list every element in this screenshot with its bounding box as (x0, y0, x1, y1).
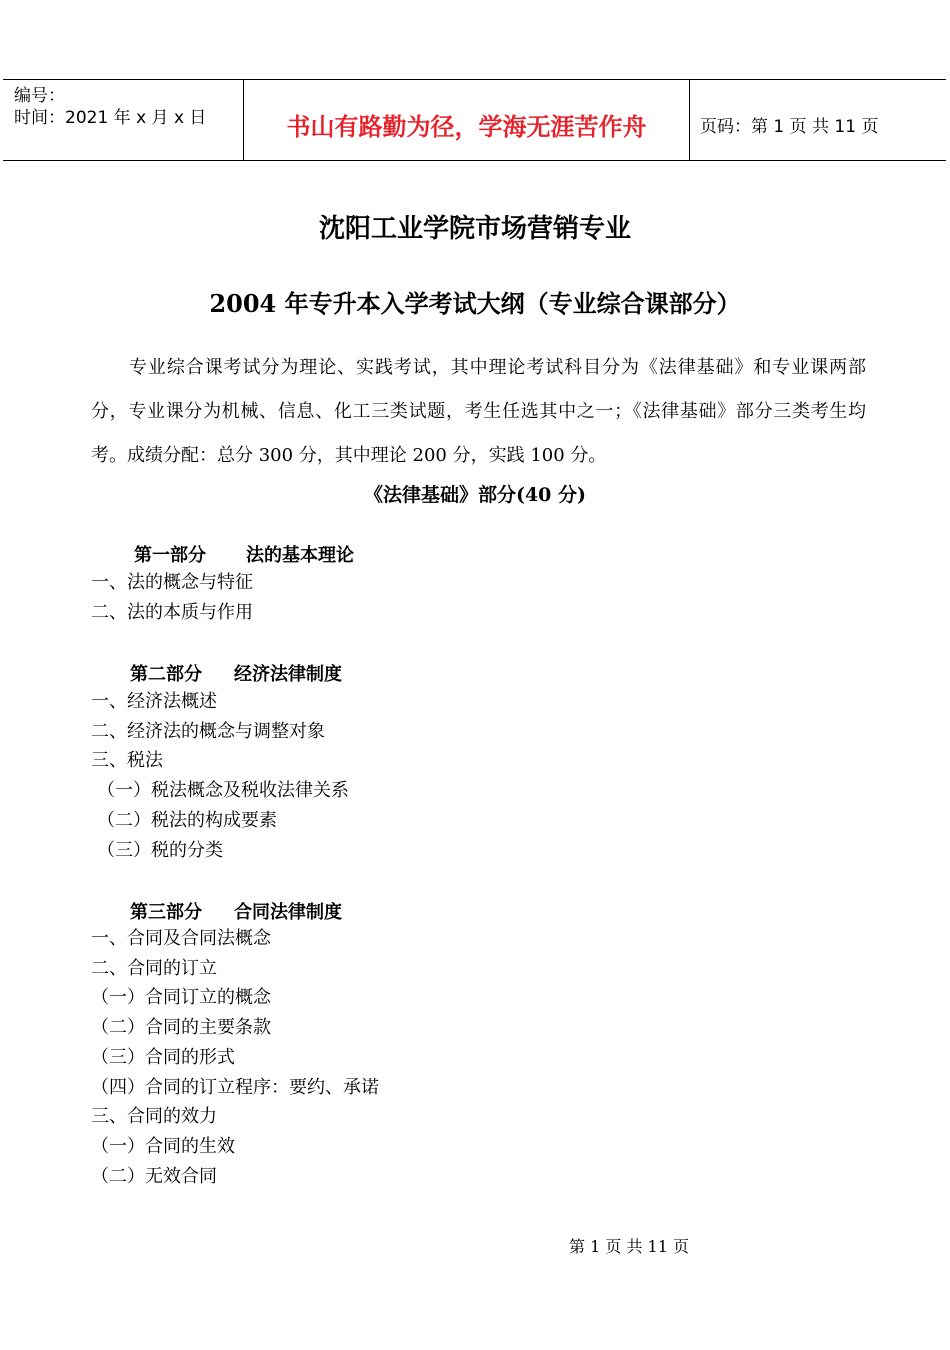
list-item: （一）税法概念及税收法律关系 (97, 780, 349, 802)
part-items (91, 687, 349, 865)
list-item: （四）合同的订立程序：要约、承诺 (91, 1076, 379, 1098)
document-subtitle: 2004 年专升本入学考试大纲（专业综合课部分） (209, 289, 741, 318)
list-item: 一、法的概念与特征 (91, 572, 253, 593)
list-item: 二、法的本质与作用 (91, 601, 253, 623)
time-label: 时间：2021 年 x 月 x 日 (14, 108, 207, 128)
header-motto: 书山有路勤为径，学海无涯苦作舟 (286, 113, 647, 141)
header-meta (14, 85, 244, 129)
list-item: 一、经济法概述 (91, 691, 217, 712)
section-title: 《法律基础》部分(40 分) (363, 484, 587, 506)
list-item: （一）合同订立的概念 (91, 987, 271, 1009)
part-items (91, 924, 379, 1191)
document-title: 沈阳工业学院市场营销专业 (318, 214, 631, 244)
part-label: 第一部分 (134, 545, 206, 566)
part-name: 法的基本理论 (246, 545, 354, 566)
list-item: 二、合同的订立 (91, 957, 217, 979)
part-heading (130, 660, 342, 686)
part-label: 第二部分 (130, 664, 202, 685)
part-name: 经济法律制度 (234, 664, 342, 685)
header-table (3, 79, 946, 161)
list-item: （二）无效合同 (91, 1165, 217, 1187)
list-item: （三）税的分类 (97, 839, 223, 861)
part-name: 合同法律制度 (234, 902, 342, 923)
header-divider (689, 80, 690, 160)
list-item: （二）税法的构成要素 (97, 809, 277, 831)
list-item: （一）合同的生效 (91, 1135, 235, 1157)
part-heading (130, 898, 342, 924)
list-item: 二、经济法的概念与调整对象 (91, 720, 325, 742)
part-heading (134, 541, 354, 567)
header-page-info: 页码：第 1 页 共 11 页 (700, 117, 879, 137)
list-item: 三、税法 (91, 750, 163, 772)
list-item: （二）合同的主要条款 (91, 1017, 271, 1039)
number-label: 编号： (14, 86, 65, 106)
part-label: 第三部分 (130, 902, 202, 923)
page-footer: 第 1 页 共 11 页 (569, 1237, 689, 1256)
list-item: （三）合同的形式 (91, 1046, 235, 1068)
list-item: 一、合同及合同法概念 (91, 928, 271, 949)
intro-paragraph: 专业综合课考试分为理论、实践考试，其中理论考试科目分为《法律基础》和专业课两部分，专业课分为机械、信息、化工三类试题，考生任选其中之一；《法律基础》部分三类考生均考。成绩分配：总分 300 分，其中理论 200 分，实践 100 分。 (91, 357, 866, 466)
list-item: 三、合同的效力 (91, 1106, 217, 1128)
part-items (91, 568, 253, 627)
